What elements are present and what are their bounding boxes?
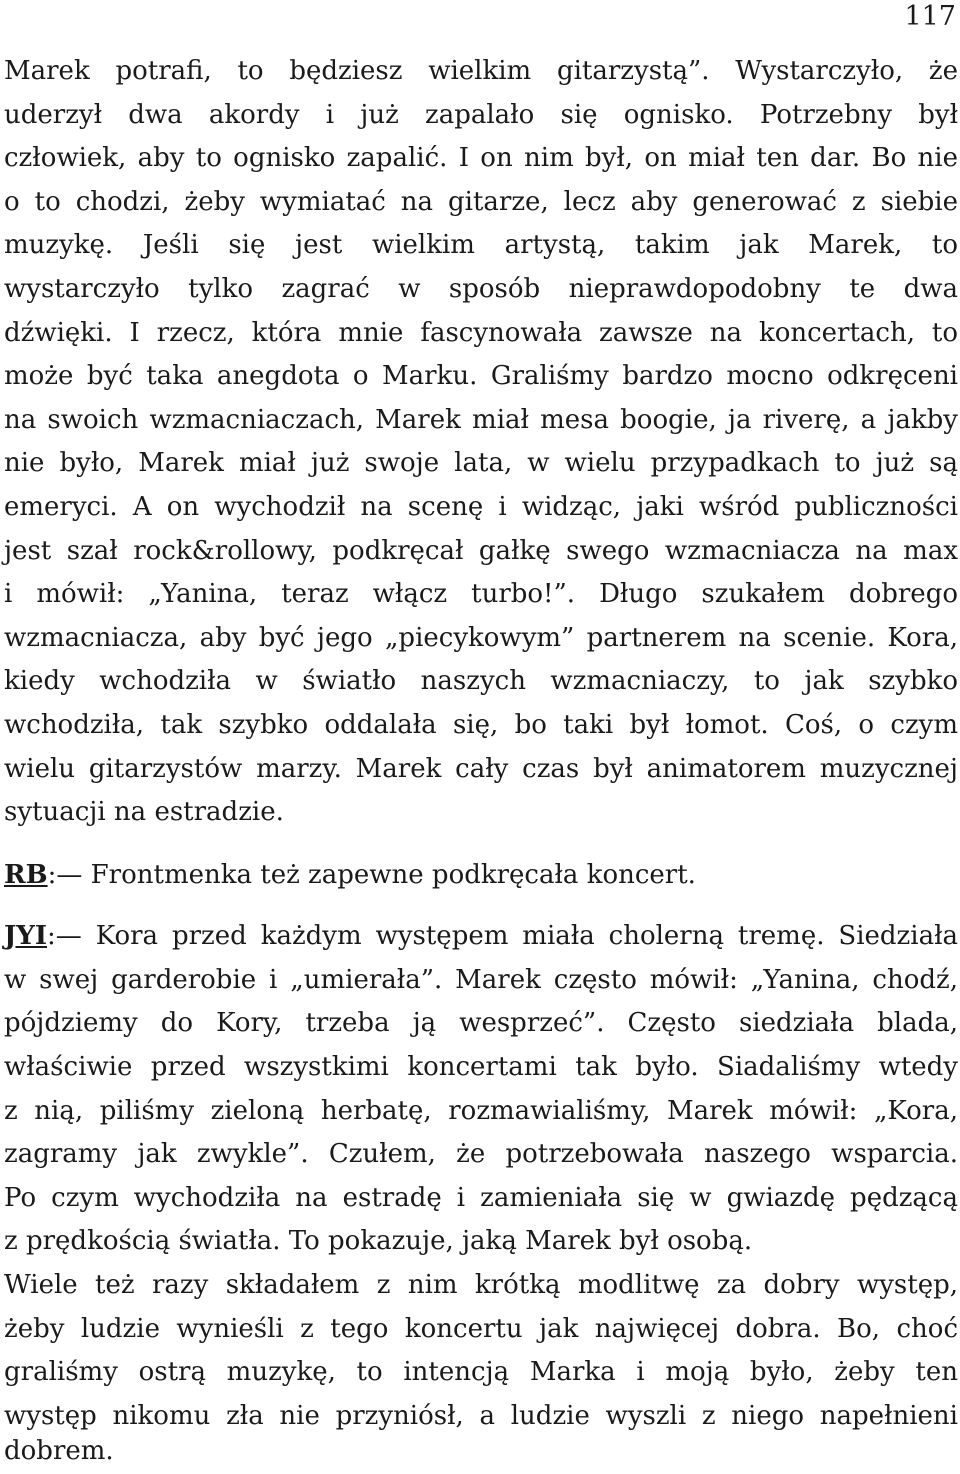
text-line: o to chodzi, żeby wymiatać na gitarze, lecz aby generować z siebie <box>4 187 958 217</box>
text-line: występ nikomu zła nie przyniósł, a ludzie wyszli z niego napełnieni <box>4 1401 958 1431</box>
text-line: w swej garderobie i „umierała”. Marek często mówił: „Yanina, chodź, <box>4 965 958 995</box>
text-line: zagramy jak zwykle”. Czułem, że potrzebowała naszego wsparcia. <box>4 1139 958 1169</box>
speaker-line <box>4 915 958 959</box>
text-line: muzykę. Jeśli się jest wielkim artystą, takim jak Marek, to <box>4 230 958 260</box>
text-line: żeby ludzie wynieśli z tego koncertu jak najwięcej dobra. Bo, choć <box>4 1314 958 1344</box>
text-line: Marek potrafi, to będziesz wielkim gitarzystą”. Wystarczyło, że <box>4 56 958 86</box>
text-line: dobrem. <box>4 1436 114 1466</box>
text-line: wzmacniacza, aby być jego „piecykowym” partnerem na scenie. Kora, <box>4 623 958 653</box>
page-number: 117 <box>904 1 956 32</box>
text-line: wchodziła, tak szybko oddalała się, bo taki był łomot. Coś, o czym <box>4 710 958 740</box>
speaker-dash: :— <box>47 860 91 890</box>
text-line: na swoich wzmacniaczach, Marek miał mesa boogie, ja riverę, a jakby <box>4 405 958 435</box>
speaker-label: JYI <box>4 921 48 951</box>
text-line: nie było, Marek miał już swoje lata, w wielu przypadkach to już są <box>4 448 958 478</box>
text-line: i mówił: „Yanina, teraz włącz turbo!”. Długo szukałem dobrego <box>4 579 958 609</box>
text-line: Po czym wychodziła na estradę i zamieniała się w gwiazdę pędzącą <box>4 1183 958 1213</box>
text-line: graliśmy ostrą muzykę, to intencją Marka i moją było, żeby ten <box>4 1357 958 1387</box>
text-run: Kora przed każdym występem miała cholerną tremę. Siedziała <box>95 921 959 951</box>
text-line: może być taka anegdota o Marku. Graliśmy bardzo mocno odkręceni <box>4 361 958 391</box>
text-line: emeryci. A on wychodził na scenę i widząc, jaki wśród publiczności <box>4 492 958 522</box>
text-line: dźwięki. I rzecz, która mnie fascynowała zawsze na koncertach, to <box>4 318 958 348</box>
text-line: właściwie przed wszystkimi koncertami tak było. Siadaliśmy wtedy <box>4 1052 958 1082</box>
text-line: sytuacji na estradzie. <box>4 797 284 827</box>
text-line: kiedy wchodziła w światło naszych wzmacniaczy, to jak szybko <box>4 666 958 696</box>
speaker-dash: :— <box>47 921 96 951</box>
text-line: uderzył dwa akordy i już zapalało się ognisko. Potrzebny był <box>4 100 958 130</box>
text-line: jest szał rock&rollowy, podkręcał gałkę swego wzmacniacza na max <box>4 536 958 566</box>
text-line: pójdziemy do Kory, trzeba ją wesprzeć”. Często siedziała blada, <box>4 1008 958 1038</box>
text-line: Wiele też razy składałem z nim krótką modlitwę za dobry występ, <box>4 1270 958 1300</box>
text-line: z prędkością światła. To pokazuje, jaką Marek był osobą. <box>4 1226 753 1256</box>
text-line: wystarczyło tylko zagrać w sposób nieprawdopodobny te dwa <box>4 274 958 304</box>
text-run: Frontmenka też zapewne podkręcała koncert. <box>90 860 696 890</box>
text-line: wielu gitarzystów marzy. Marek cały czas był animatorem muzycznej <box>4 754 958 784</box>
text-line: z nią, piliśmy zieloną herbatę, rozmawialiśmy, Marek mówił: „Kora, <box>4 1096 958 1126</box>
text-line: człowiek, aby to ognisko zapalić. I on nim był, on miał ten dar. Bo nie <box>4 143 958 173</box>
speaker-line <box>4 854 958 898</box>
speaker-label: RB <box>4 860 48 890</box>
